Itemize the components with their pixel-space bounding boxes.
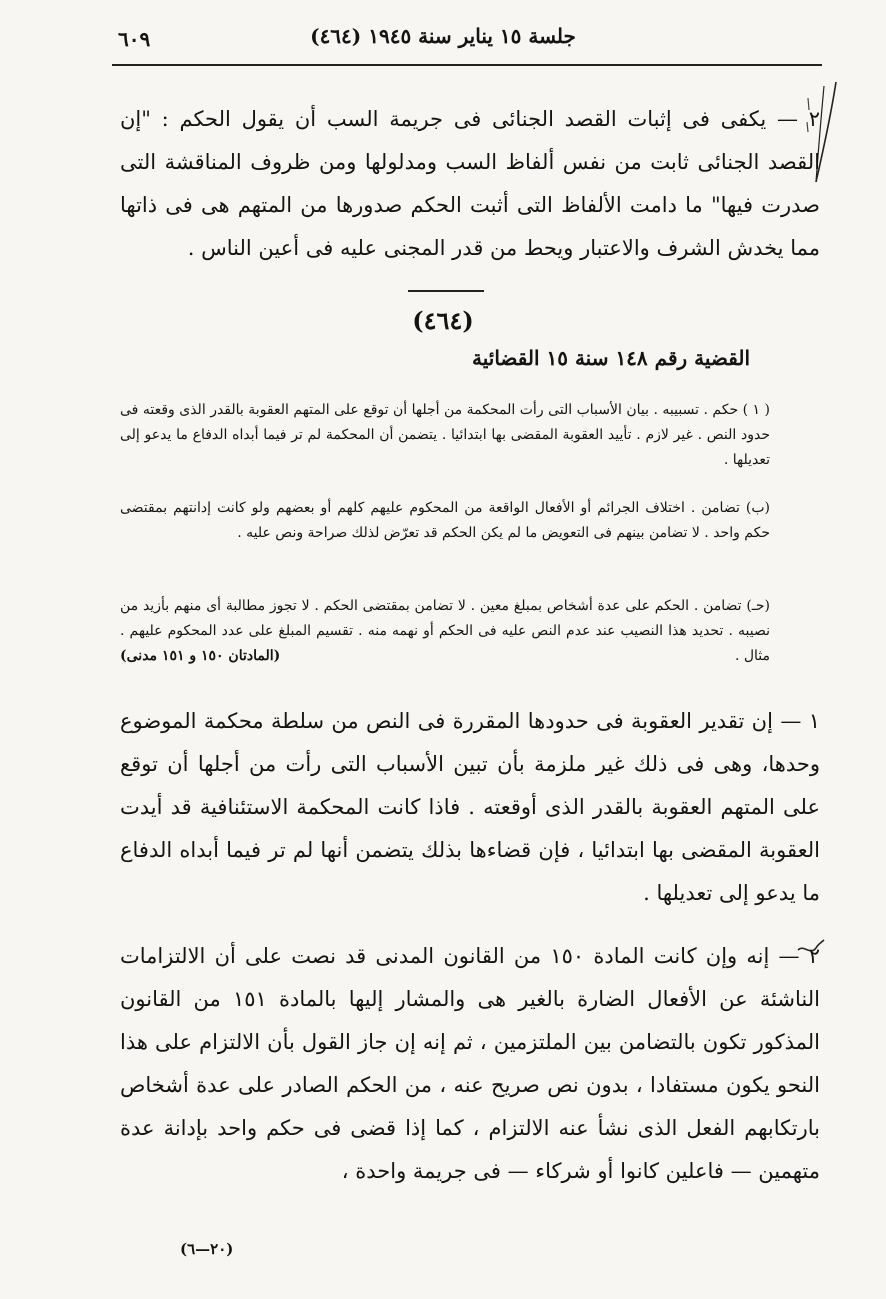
paragraph-one: ١ — إن تقدير العقوبة فى حدودها المقررة فى النص من سلطة محكمة الموضوع وحدها، وهى فى ذلك غير ملزمة بأن تبين الأسباب التى رأت من أجلها أن توقع على المتهم العقوبة بالقدر الذى أوقعته . فاذا كانت المحكمة الاستئنافية قد أيدت العقوبة المقضى بها ابتدائيا ، فإن قضاءها بذلك يتضمن أنها لم تر فيما أبداه الدفاع ما يدعو إلى تعديلها . — [120, 709, 820, 905]
intro-paragraph: ٢ — يكفى فى إثبات القصد الجنائى فى جريمة السب أن يقول الحكم : "إن القصد الجنائى ثابت من نفس ألفاظ السب ومدلولها ومن ظروف المناقشة التى صدرت فيها" ما دامت الألفاظ التى أثبت الحكم صدورها من المتهم هى فى ذاتها مما يخدش الشرف والاعتبار ويحط من قدر المجنى عليه فى أعين الناس . — [120, 107, 820, 260]
case-title: القضية رقم ١٤٨ سنة ١٥ القضائية — [472, 346, 750, 370]
headnote-statute-reference: (المادتان ١٥٠ و ١٥١ مدنى) — [120, 648, 281, 664]
page-number: ٦٠٩ — [118, 27, 151, 51]
paragraph-two: ٢ — إنه وإن كانت المادة ١٥٠ من القانون المدنى قد نصت على أن الالتزامات الناشئة عن الأفعال الضارة بالغير هى والمشار إليها بالمادة ١٥١ من القانون المذكور تكون بالتضامن بين الملتزمين ، ثم إنه إن جاز القول بأن الالتزام على هذا النحو يكون مستفادا ، بدون نص صريح عنه ، من الحكم الصادر على عدة أشخاص بارتكابهم الفعل الذى نشأ عنه الالتزام ، كما إذا قضى فى حكم واحد بإدانة عدة متهمين — فاعلين كانوا أو شركاء — فى جريمة واحدة ، — [120, 944, 821, 1183]
headnote-a: ( ١ ) حكم . تسبيبه . بيان الأسباب التى رأت المحكمة من أجلها أن توقع على المتهم العقوبة بالقدر الذى وقعته فى حدود النص . غير لازم . تأييد العقوبة المقضى بها ابتدائيا . يتضمن أن المحكمة لم تر فيما أبداه الدفاع ما يدعو إلى تعديلها . — [120, 402, 770, 468]
case-number: (٤٦٤) — [412, 306, 474, 335]
header-rule — [112, 64, 822, 66]
case-separator-rule — [408, 290, 484, 292]
running-head — [118, 22, 768, 56]
headnote-c — [120, 594, 770, 669]
headnote-c-text: (حـ) تضامن . الحكم على عدة أشخاص بمبلغ معين . لا تضامن بمقتضى الحكم . لا تجوز مطالبة أى منهم بأزيد من نصيبه . تحديد هذا النصيب عند عدم النص عليه فى الحكم أو نهمه منه . تقسيم المبلغ على عدد المحكوم عليهم . مثال . — [120, 598, 770, 664]
signature-mark: (٢٠—٦) — [180, 1240, 234, 1258]
headnote-b: (ب) تضامن . اختلاف الجرائم أو الأفعال الواقعة من المحكوم عليهم كلهم أو بعضهم ولو كانت إدانتهم بمقتضى حكم واحد . لا تضامن بينهم فى التعويض ما لم يكن الحكم قد تعرّض لذلك صراحة ونص عليه . — [120, 500, 770, 541]
running-head-title: جلسة ١٥ يناير سنة ١٩٤٥ (٤٦٤) — [310, 24, 576, 48]
